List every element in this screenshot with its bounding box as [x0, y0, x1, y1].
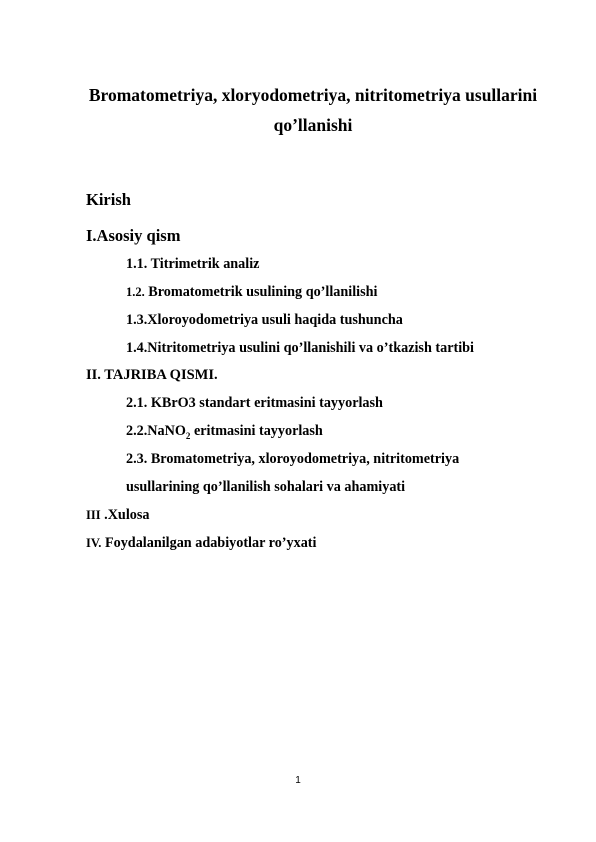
- toc-intro: Kirish: [86, 190, 131, 209]
- toc-part-4-number: IV.: [86, 536, 102, 550]
- document-title: [60, 80, 566, 140]
- toc-part-3: [86, 507, 149, 524]
- toc-section-1-2-number: 1.2.: [126, 285, 145, 299]
- toc-section-1-3: 1.3.Xloroyodometriya usuli haqida tushuncha: [126, 312, 403, 328]
- title-line-2: qo’llanishi: [273, 115, 353, 135]
- toc-part-4-text: Foydalanilgan adabiyotlar ro’yxati: [101, 535, 317, 551]
- toc-section-1-1: 1.1. Titrimetrik analiz: [126, 256, 260, 272]
- toc-part-2: II. TAJRIBA QISMI.: [86, 367, 218, 383]
- toc-section-2-2: [126, 423, 323, 440]
- toc-section-2-3-line-2: usullarining qo’llanilish sohalari va ahamiyati: [126, 479, 406, 495]
- title-line-1: Bromatometriya, xloryodometriya, nitritometriya usullarini: [88, 85, 538, 105]
- toc-part-1: I.Asosiy qism: [86, 226, 181, 245]
- page-number: 1: [295, 775, 301, 786]
- toc-section-2-2-prefix: 2.2.NaNO: [126, 423, 186, 439]
- toc-section-1-2: [126, 284, 377, 301]
- toc-section-1-4: 1.4.Nitritometriya usulini qo’llanishili va o’tkazish tartibi: [126, 340, 475, 356]
- toc-part-3-text: .Xulosa: [100, 507, 150, 523]
- toc-part-3-number: III: [86, 508, 101, 522]
- toc-section-2-2-suffix: eritmasini tayyorlash: [190, 423, 323, 439]
- toc-section-2-2-subscript: 2: [185, 430, 191, 441]
- toc-section-2-1: 2.1. KBrO3 standart eritmasini tayyorlash: [126, 395, 383, 411]
- toc-part-4: [86, 535, 316, 552]
- toc-section-1-2-text: Bromatometrik usulining qo’llanilishi: [144, 284, 378, 300]
- toc-section-2-3-line-1: 2.3. Bromatometriya, xloroyodometriya, nitritometriya: [126, 451, 460, 467]
